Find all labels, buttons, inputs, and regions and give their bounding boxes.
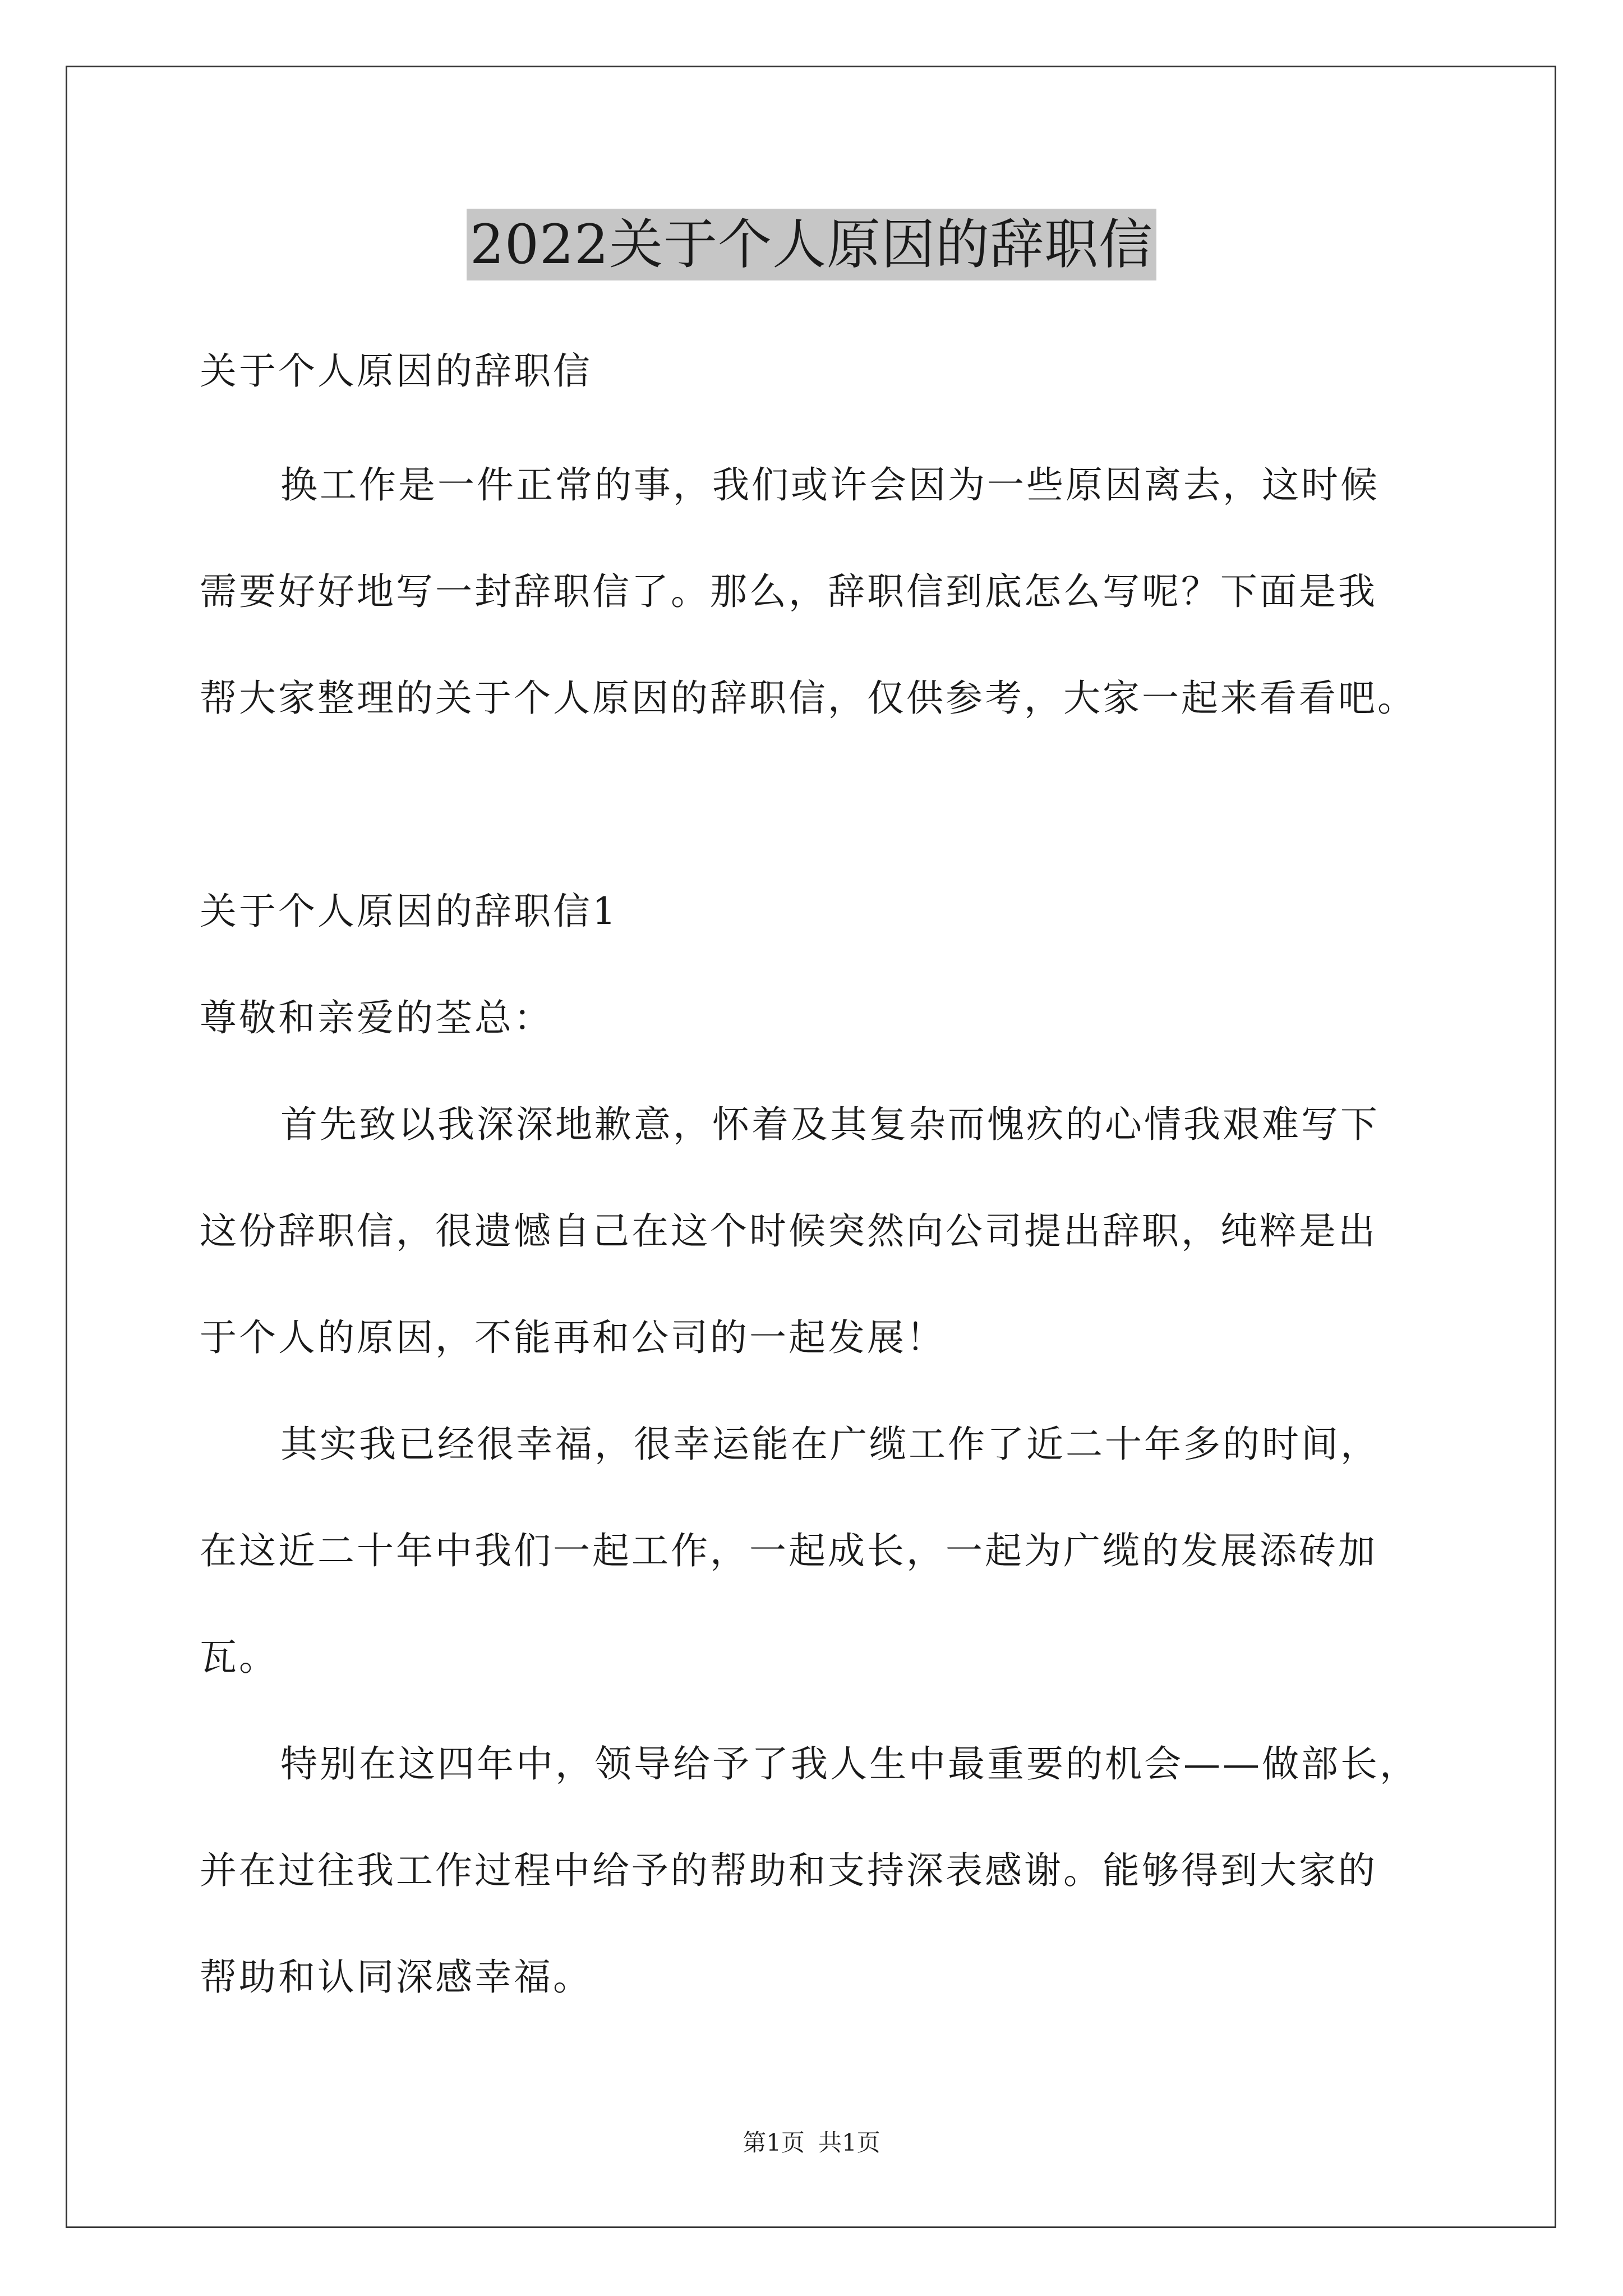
section-heading: 关于个人原因的辞职信1 (200, 890, 618, 933)
paragraph-line: 首先致以我深深地歉意，怀着及其复杂而愧疚的心情我艰难写下 (280, 1103, 1380, 1146)
title-container (0, 209, 1623, 280)
paragraph-line: 瓦。 (200, 1636, 278, 1679)
paragraph-line: 换工作是一件正常的事，我们或许会因为一些原因离去，这时候 (280, 463, 1380, 507)
page-number-total: 共1页 (818, 2129, 880, 2156)
page-footer (0, 2127, 1623, 2159)
salutation: 尊敬和亲爱的荃总： (200, 996, 553, 1039)
paragraph-line: 需要好好地写一封辞职信了。那么，辞职信到底怎么写呢？下面是我 (200, 570, 1377, 613)
page-number-current: 第1页 (743, 2129, 805, 2156)
paragraph-line: 帮助和认同深感幸福。 (200, 1955, 592, 1999)
paragraph-line: 这份辞职信，很遗憾自己在这个时候突然向公司提出辞职，纯粹是出 (200, 1209, 1377, 1253)
paragraph-line: 并在过往我工作过程中给予的帮助和支持深表感谢。能够得到大家的 (200, 1849, 1377, 1892)
subtitle-line: 关于个人原因的辞职信 (200, 349, 592, 393)
paragraph-line: 于个人的原因，不能再和公司的一起发展！ (200, 1316, 946, 1359)
document-title: 2022关于个人原因的辞职信 (467, 209, 1156, 280)
paragraph-line: 帮大家整理的关于个人原因的辞职信，仅供参考，大家一起来看看吧。 (200, 677, 1417, 720)
paragraph-line: 特别在这四年中，领导给予了我人生中最重要的机会——做部长， (280, 1742, 1419, 1786)
paragraph-line: 在这近二十年中我们一起工作，一起成长，一起为广缆的发展添砖加 (200, 1529, 1377, 1572)
paragraph-line: 其实我已经很幸福，很幸运能在广缆工作了近二十年多的时间， (280, 1423, 1380, 1466)
